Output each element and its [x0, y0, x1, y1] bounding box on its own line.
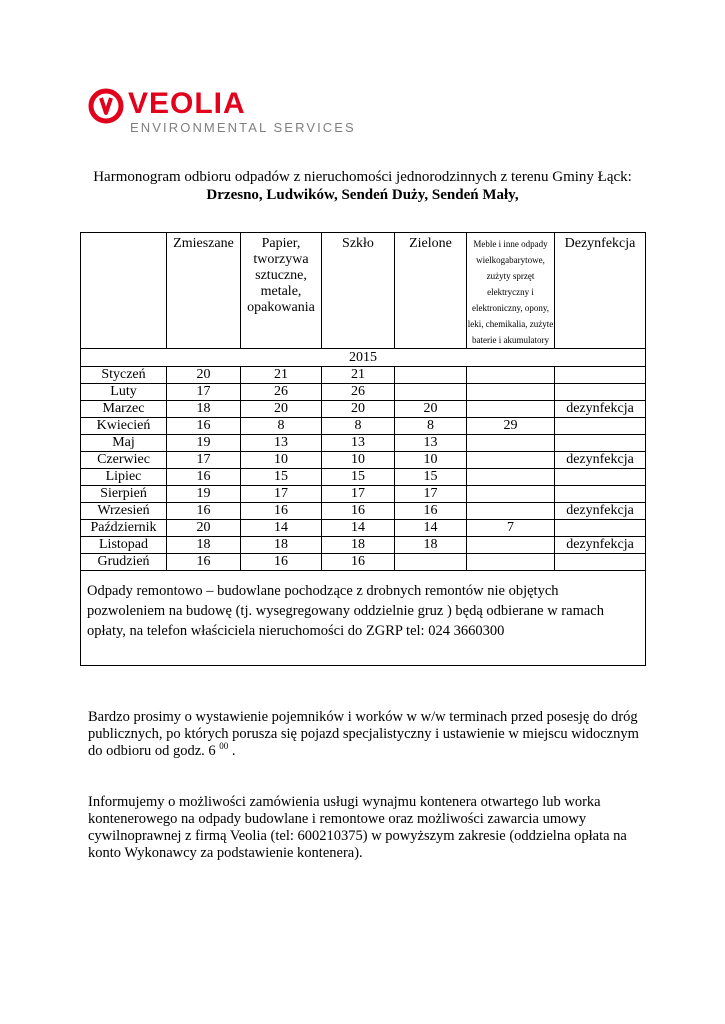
- cell-month: Listopad: [81, 537, 167, 554]
- header-dezynfekcja: Dezynfekcja: [555, 233, 646, 349]
- cell-zmieszane: 18: [167, 537, 241, 554]
- cell-month: Lipiec: [81, 469, 167, 486]
- cell-zielone: [395, 554, 467, 571]
- cell-meble: [467, 469, 555, 486]
- cell-papier: 16: [241, 554, 322, 571]
- cell-dezynfekcja: dezynfekcja: [555, 452, 646, 469]
- cell-szklo: 8: [322, 418, 395, 435]
- table-row: [81, 520, 646, 537]
- cell-zielone: 17: [395, 486, 467, 503]
- cell-zmieszane: 17: [167, 384, 241, 401]
- cell-meble: [467, 401, 555, 418]
- header-zielone: Zielone: [395, 233, 467, 349]
- table-header-row: [81, 233, 646, 349]
- cell-dezynfekcja: [555, 554, 646, 571]
- instructions-time-sup: 00: [219, 741, 229, 752]
- cell-papier: 13: [241, 435, 322, 452]
- table-row: [81, 503, 646, 520]
- cell-zielone: [395, 384, 467, 401]
- cell-zielone: [395, 367, 467, 384]
- veolia-logo: [88, 84, 358, 140]
- cell-month: Grudzień: [81, 554, 167, 571]
- cell-dezynfekcja: [555, 520, 646, 537]
- cell-szklo: 16: [322, 554, 395, 571]
- table-row: [81, 554, 646, 571]
- cell-szklo: 26: [322, 384, 395, 401]
- cell-zmieszane: 19: [167, 486, 241, 503]
- year-label: 2015: [81, 349, 646, 367]
- logo-brand: VEOLIA: [128, 87, 246, 120]
- veolia-logo-icon: [88, 86, 124, 126]
- document-subtitle: Drzesno, Ludwików, Sendeń Duży, Sendeń Mały,: [206, 187, 519, 203]
- cell-dezynfekcja: dezynfekcja: [555, 401, 646, 418]
- table-row: [81, 452, 646, 469]
- cell-meble: 7: [467, 520, 555, 537]
- cell-szklo: 14: [322, 520, 395, 537]
- cell-month: Sierpień: [81, 486, 167, 503]
- table-row: [81, 486, 646, 503]
- cell-meble: 29: [467, 418, 555, 435]
- cell-dezynfekcja: [555, 418, 646, 435]
- cell-zielone: 14: [395, 520, 467, 537]
- table-row: [81, 384, 646, 401]
- instructions-text: Bardzo prosimy o wystawienie pojemników i worków w w/w terminach przed posesję do dróg publicznych, po których porusza się pojazd specjalistyczny i ustawienie w miejscu widocznym do odbioru od godz. 6: [88, 709, 639, 759]
- container-info: Informujemy o możliwości zamówienia usługi wynajmu kontenera otwartego lub worka kontenerowego na odpady budowlane i remontowe oraz możliwości zawarcia umowy cywilnoprawnej z firmą Veolia (tel: 600210375) w powyższym zakresie (oddzielna opłata na konto Wykonawcy za podstawienie kontenera).: [88, 794, 627, 861]
- logo-tagline: ENVIRONMENTAL SERVICES: [130, 120, 356, 135]
- cell-dezynfekcja: dezynfekcja: [555, 503, 646, 520]
- cell-papier: 14: [241, 520, 322, 537]
- cell-papier: 10: [241, 452, 322, 469]
- header-meble: Meble i inne odpady wielkogabarytowe, zużyty sprzęt elektryczny i elektroniczny, opony, leki, chemikalia, zużyte baterie i akumulatory: [467, 233, 555, 349]
- cell-dezynfekcja: [555, 469, 646, 486]
- cell-szklo: 13: [322, 435, 395, 452]
- cell-zielone: 20: [395, 401, 467, 418]
- cell-zielone: 8: [395, 418, 467, 435]
- cell-zmieszane: 17: [167, 452, 241, 469]
- cell-meble: [467, 554, 555, 571]
- header-papier: Papier, tworzywa sztuczne, metale, opakowania: [241, 233, 322, 349]
- cell-zielone: 10: [395, 452, 467, 469]
- cell-zielone: 13: [395, 435, 467, 452]
- collection-instructions: [88, 709, 648, 760]
- table-row: [81, 537, 646, 554]
- cell-papier: 18: [241, 537, 322, 554]
- cell-meble: [467, 384, 555, 401]
- cell-zmieszane: 16: [167, 418, 241, 435]
- renovation-note: Odpady remontowo – budowlane pochodzące z drobnych remontów nie objętych pozwoleniem na budowę (tj. wysegregowany oddzielnie gruz ) będą odbierane w ramach opłaty, na telefon właściciela nieruchomości do ZGRP tel: 024 3660300: [81, 571, 646, 666]
- cell-zielone: 18: [395, 537, 467, 554]
- year-row: [81, 349, 646, 367]
- header-zmieszane: Zmieszane: [167, 233, 241, 349]
- cell-szklo: 17: [322, 486, 395, 503]
- table-row: [81, 469, 646, 486]
- document-title: Harmonogram odbioru odpadów z nieruchomości jednorodzinnych z terenu Gminy Łąck:: [93, 169, 632, 185]
- table-row: [81, 401, 646, 418]
- cell-meble: [467, 503, 555, 520]
- cell-month: Kwiecień: [81, 418, 167, 435]
- cell-papier: 16: [241, 503, 322, 520]
- cell-dezynfekcja: [555, 486, 646, 503]
- cell-papier: 15: [241, 469, 322, 486]
- cell-month: Maj: [81, 435, 167, 452]
- table-row: [81, 418, 646, 435]
- cell-month: Wrzesień: [81, 503, 167, 520]
- note-row: [81, 571, 646, 666]
- cell-zmieszane: 16: [167, 503, 241, 520]
- cell-zmieszane: 20: [167, 367, 241, 384]
- cell-meble: [467, 367, 555, 384]
- cell-zmieszane: 18: [167, 401, 241, 418]
- header-szklo: Szkło: [322, 233, 395, 349]
- cell-zmieszane: 16: [167, 554, 241, 571]
- header-month: [81, 233, 167, 349]
- cell-month: Styczeń: [81, 367, 167, 384]
- schedule-table: [80, 232, 646, 666]
- table-row: [81, 367, 646, 384]
- cell-papier: 21: [241, 367, 322, 384]
- cell-papier: 26: [241, 384, 322, 401]
- cell-zielone: 15: [395, 469, 467, 486]
- cell-dezynfekcja: [555, 384, 646, 401]
- cell-month: Luty: [81, 384, 167, 401]
- cell-zmieszane: 19: [167, 435, 241, 452]
- cell-papier: 20: [241, 401, 322, 418]
- cell-month: Październik: [81, 520, 167, 537]
- cell-zielone: 16: [395, 503, 467, 520]
- cell-dezynfekcja: [555, 435, 646, 452]
- cell-month: Marzec: [81, 401, 167, 418]
- cell-zmieszane: 16: [167, 469, 241, 486]
- cell-meble: [467, 435, 555, 452]
- instructions-end: .: [231, 743, 236, 759]
- cell-szklo: 10: [322, 452, 395, 469]
- cell-dezynfekcja: dezynfekcja: [555, 537, 646, 554]
- cell-zmieszane: 20: [167, 520, 241, 537]
- cell-meble: [467, 486, 555, 503]
- table-row: [81, 435, 646, 452]
- cell-szklo: 18: [322, 537, 395, 554]
- cell-month: Czerwiec: [81, 452, 167, 469]
- cell-szklo: 15: [322, 469, 395, 486]
- cell-szklo: 20: [322, 401, 395, 418]
- cell-meble: [467, 452, 555, 469]
- cell-papier: 8: [241, 418, 322, 435]
- cell-szklo: 21: [322, 367, 395, 384]
- cell-meble: [467, 537, 555, 554]
- cell-papier: 17: [241, 486, 322, 503]
- cell-szklo: 16: [322, 503, 395, 520]
- cell-dezynfekcja: [555, 367, 646, 384]
